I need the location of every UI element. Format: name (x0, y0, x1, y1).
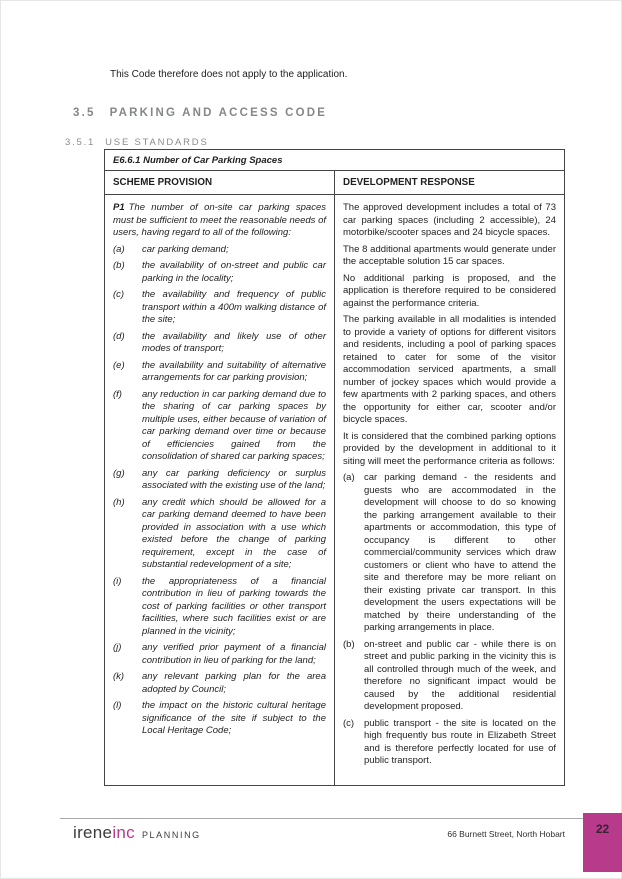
response-paragraph: No additional parking is proposed, and the application is therefore required to be considered against the performance criteria. (343, 272, 556, 309)
list-item-h (113, 497, 326, 572)
list-item-label: (a) (343, 472, 355, 483)
column-header-development-response: DEVELOPMENT RESPONSE (335, 171, 565, 195)
logo-inc: inc (112, 823, 135, 842)
list-item-text: the availability of on-street and public car parking in the locality; (142, 260, 326, 284)
list-item-text: any car parking deficiency or surplus associated with the existing use of the land; (142, 467, 326, 491)
list-item-text: public transport - the site is located on the high frequently bus route in Elizabeth Street and is therefore perfectly located for use of public transport. (364, 717, 556, 766)
provision-response-table (104, 149, 565, 786)
list-item-text: the impact on the historic cultural heritage significance of the site if subject to the Local Heritage Code; (142, 700, 326, 736)
list-item-label: (d) (113, 330, 125, 342)
list-item-d (113, 331, 326, 356)
response-paragraph: The approved development includes a total of 73 car parking spaces (including 2 accessible), 24 motorbike/scooter spaces and 24 bicycle spaces. (343, 202, 556, 238)
logo-irene: irene (73, 823, 113, 842)
list-item-text: the appropriateness of a financial contribution in lieu of parking towards the cost of parking facilities or other transport facilities, where such facilities exist or are planned in the vicinity; (142, 575, 326, 637)
list-item-j (113, 642, 326, 667)
column-header-scheme-provision: SCHEME PROVISION (105, 171, 335, 195)
list-item-a (113, 244, 326, 257)
response-paragraph: The 8 additional apartments would generate under the acceptable solution 15 car spaces. (343, 243, 556, 267)
p1-text: The number of on-site car parking spaces must be sufficient to meet the reasonable needs of users, having regard to all of the following: (113, 202, 326, 238)
section-number: 3.5 (73, 107, 96, 119)
list-item-label: (l) (113, 700, 122, 711)
list-item-text: car parking demand; (142, 243, 229, 255)
list-item-label: (c) (113, 289, 125, 300)
list-item-text: on-street and public car - while there is on street and public parking in the vicinity this is all controlled through much of the week, and therefore no significant impact would be caused by the additional residential development proposed. (364, 638, 556, 712)
page-number: 22 (595, 822, 610, 836)
subsection-heading (65, 137, 209, 148)
list-item-label: (c) (343, 717, 355, 729)
response-item-c (343, 718, 556, 768)
footer-divider (60, 818, 583, 819)
company-logo (73, 823, 201, 843)
list-item-text: the availability and likely use of other modes of transport; (142, 330, 326, 354)
list-item-label: (b) (343, 638, 355, 650)
list-item-text: the availability and suitability of alternative arrangements for car parking provision; (142, 359, 326, 383)
list-item-f (113, 389, 326, 464)
table-header-row (105, 171, 565, 195)
list-item-g (113, 468, 326, 493)
list-item-e (113, 360, 326, 385)
response-paragraph: It is considered that the combined parking options provided by the development in additional to it siting will meet the performance criteria as follows: (343, 430, 556, 467)
section-heading (73, 107, 327, 119)
page-number-box (583, 813, 622, 872)
response-item-b (343, 639, 556, 714)
logo-planning: PLANNING (141, 830, 201, 840)
list-item-l (113, 700, 326, 738)
scheme-provision-cell (105, 195, 335, 786)
subsection-title: USE STANDARDS (105, 137, 209, 148)
list-item-text: car parking demand - the residents and guests who are accommodated in the development will choose to do so knowing the parking arrangement available to their apartments or accommodation, this type of occupancy is different to other commercial/community services which draw customers or client who have to attend the site and therefore may be more reliant on their existing private car transport. In this development the users expectations will be matched by theire understanding of the parking arrangements in place. (364, 472, 556, 633)
intro-paragraph: This Code therefore does not apply to the application. (110, 69, 348, 80)
list-item-label: (h) (113, 496, 125, 508)
list-item-label: (g) (113, 467, 125, 479)
development-response-cell (335, 195, 565, 786)
list-item-label: (k) (113, 671, 125, 682)
response-paragraph: The parking available in all modalities is intended to provide a variety of options for different visitors and residents, including a pool of parking spaces retained to cater for some of the visitor accommodation serviced apartments, a small number of jockey spaces which would provide a few apartments with 2 parking spaces, and others the opportunity for either car, scooter and/or bicycle spaces. (343, 314, 556, 425)
p1-paragraph (113, 202, 326, 240)
list-item-label: (f) (113, 388, 122, 400)
list-item-label: (j) (113, 642, 122, 653)
table-caption: E6.6.1 Number of Car Parking Spaces (105, 150, 565, 171)
table-body-row (105, 195, 565, 786)
list-item-text: any credit which should be allowed for a car parking demand deemed to have been provided in association with a use which existed before the change of parking requirement, except in the case of substantial redevelopment of a site; (142, 496, 326, 570)
list-item-label: (e) (113, 359, 125, 371)
table-caption-row (105, 150, 565, 171)
list-item-i (113, 576, 326, 639)
list-item-label: (i) (113, 575, 122, 587)
list-item-label: (a) (113, 243, 125, 255)
list-item-k (113, 671, 326, 696)
list-item-text: the availability and frequency of public transport within a 400m walking distance of the site; (142, 289, 326, 325)
response-item-a (343, 472, 556, 635)
p1-label: P1 (113, 202, 125, 213)
list-item-c (113, 289, 326, 327)
list-item-b (113, 260, 326, 285)
section-title: PARKING AND ACCESS CODE (109, 107, 328, 119)
list-item-text: any reduction in car parking demand due to the sharing of car parking spaces by multiple uses, either because of variation of car parking demand over time or because of efficiencies gained from the consolidation of shared car parking spaces; (142, 388, 326, 462)
list-item-label: (b) (113, 260, 125, 271)
footer-address: 66 Burnett Street, North Hobart (447, 829, 565, 839)
list-item-text: any verified prior payment of a financial contribution in lieu of parking for the land; (142, 642, 326, 666)
list-item-text: any relevant parking plan for the area adopted by Council; (142, 671, 326, 695)
subsection-number: 3.5.1 (65, 137, 96, 148)
